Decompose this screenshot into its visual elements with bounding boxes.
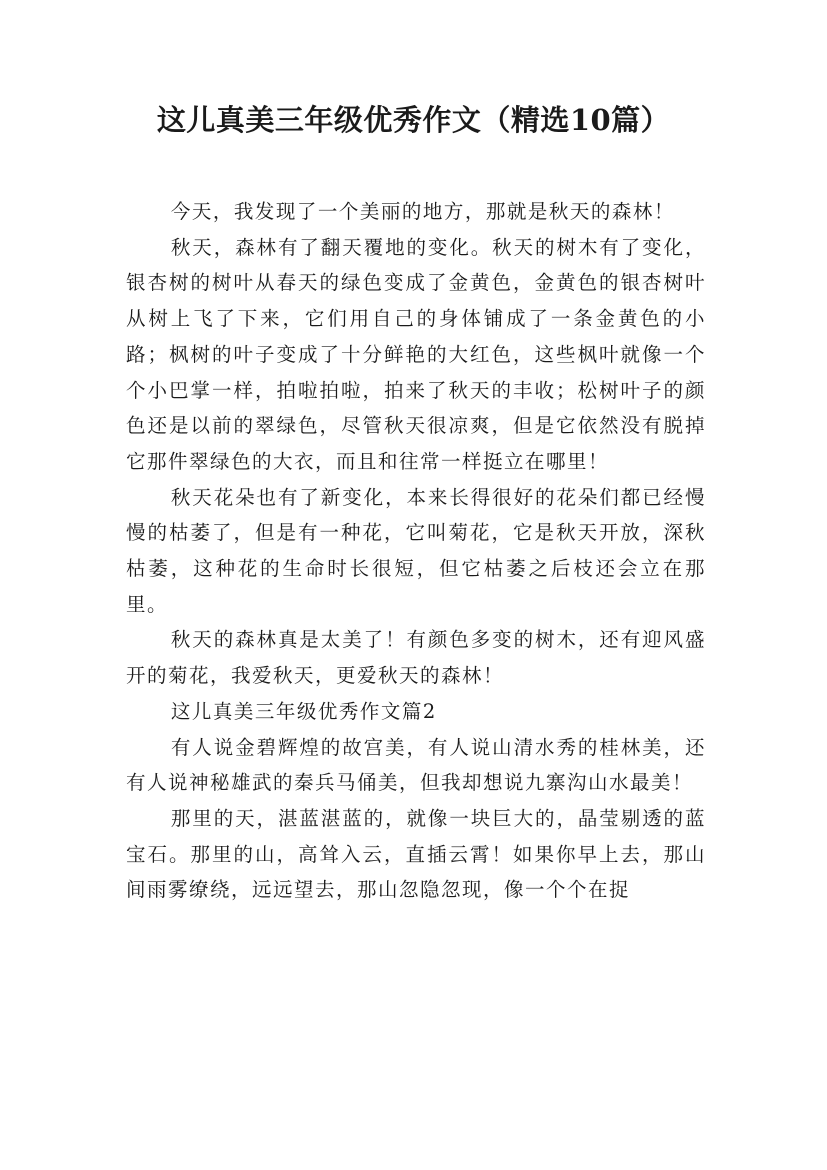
paragraph: 秋天，森林有了翻天覆地的变化。秋天的树木有了变化，银杏树的树叶从春天的绿色变成了金黄色，金黄色的银杏树叶从树上飞了下来，它们用自己的身体铺成了一条金黄色的小路；枫树的叶子变成了十分鲜艳的大红色，这些枫叶就像一个个小巴掌一样，拍啦拍啦，拍来了秋天的丰收；松树叶子的颜色还是以前的翠绿色，尽管秋天很凉爽，但是它依然没有脱掉它那件翠绿色的大衣，而且和往常一样挺立在哪里！ [126,235,706,473]
paragraph: 今天，我发现了一个美丽的地方，那就是秋天的森林！ [170,200,675,223]
paragraph: 秋天的森林真是太美了！有颜色多变的树木，还有迎风盛开的菊花，我爱秋天，更爱秋天的森林！ [126,628,706,688]
paragraph: 那里的天，湛蓝湛蓝的，就像一块巨大的，晶莹剔透的蓝宝石。那里的山，高耸入云，直插云霄！如果你早上去，那山间雨雾缭绕，远远望去，那山忽隐忽现，像一个个在捉 [126,806,706,902]
document-body [126,194,706,908]
section-heading: 这儿真美三年级优秀作文篇2 [170,699,437,723]
paragraph: 有人说金碧辉煌的故宫美，有人说山清水秀的桂林美，还有人说神秘雄武的秦兵马俑美，但我却想说九寨沟山水最美！ [126,735,706,795]
document-title: 这儿真美三年级优秀作文（精选10篇） [156,103,671,137]
paragraph: 秋天花朵也有了新变化，本来长得很好的花朵们都已经慢慢的枯萎了，但是有一种花，它叫菊花，它是秋天开放，深秋枯萎，这种花的生命时长很短，但它枯萎之后枝还会立在那里。 [126,485,706,616]
